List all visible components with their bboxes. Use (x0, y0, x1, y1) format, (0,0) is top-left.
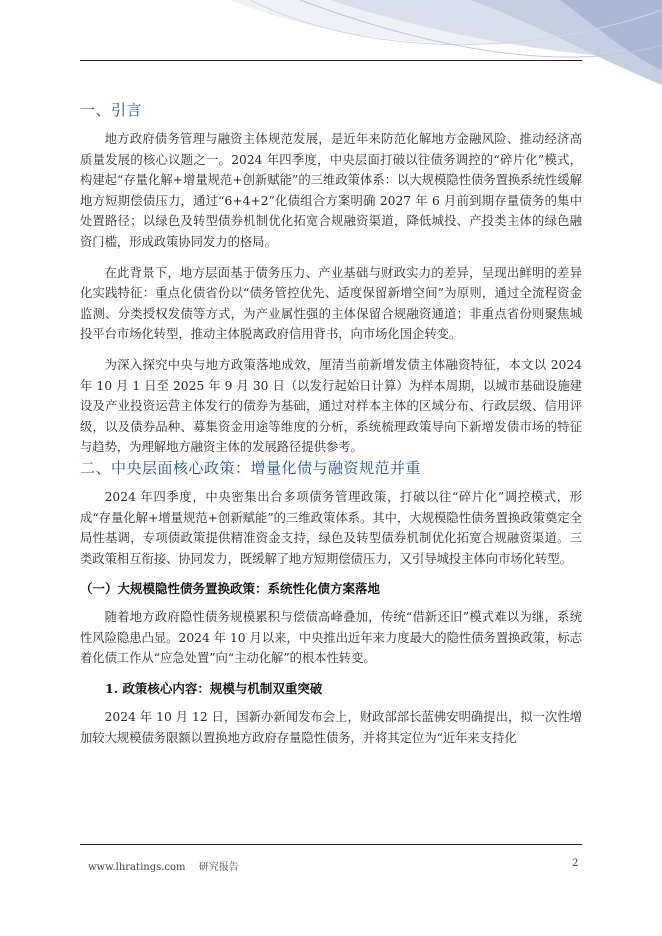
page-number: 2 (572, 858, 579, 869)
intro-paragraph-3: 为深入探究中央与地方政策落地成效，厘清当前新增发债主体融资特征，本文以 2024 年 10 月 1 日至 2025 年 9 月 30 日（以发行起始日计算）为样本周期，以城市基础设施建设及产业投资运营主体发行的债券为基础，通过对样本主体的区域分布、行政层级、信用评级，以及债券品种、募集资金用途等维度的分析，系统梳理政策导向下新增发债市场的特征与趋势，为理解地方融资主体的发展路径提供参考。 (80, 357, 582, 455)
section-title-intro: 一、引言 (80, 101, 143, 119)
footer-website-link[interactable]: www.lhratings.com (88, 862, 186, 873)
central-policy-paragraph: 2024 年四季度，中央密集出台多项债务管理政策，打破以往“碎片化”调控模式，形成“存量化解+增量规范+创新赋能”的三维政策体系。其中，大规模隐性债务置换政策奠定全局性基调，专项债政策提供精准资金支持，绿色及转型债券机制优化拓宽合规融资渠道。三类政策相互衔接、协同发力，既缓解了地方短期偿债压力，又引导城投主体向市场化转型。 (80, 489, 582, 566)
subsubsection-title-policy-core: 1. 政策核心内容：规模与机制双重突破 (105, 681, 323, 697)
intro-paragraph-1: 地方政府债务管理与融资主体规范发展，是近年来防范化解地方金融风险、推动经济高质量发展的核心议题之一。2024 年四季度，中央层面打破以往债务调控的“碎片化”模式，构建起“存量化解+增量规范+创新赋能”的三维政策体系：以大规模隐性债务置换系统性缓解地方短期偿债压力，通过“6+4+2”化债组合方案明确 2027 年 6 月前到期存量债务的集中处置路径；以绿色及转型债券机制优化拓宽合规融资渠道，降低城投、产投类主体的绿色融资门槛，形成政策协同发力的格局。 (80, 132, 582, 249)
header-wave-decoration (0, 0, 662, 90)
debt-swap-paragraph: 随着地方政府隐性债务规模累积与偿债高峰叠加，传统“借新还旧”模式难以为继，系统性风险隐患凸显。2024 年 10 月以来，中央推出近年来力度最大的隐性债务置换政策，标志着化债工作从“应急处置”向“主动化解”的根本性转变。 (80, 610, 582, 666)
subsection-title-debt-swap: （一）大规模隐性债务置换政策：系统性化债方案落地 (80, 581, 381, 597)
footer-left (88, 858, 249, 873)
footer-report-type: 研究报告 (198, 862, 239, 873)
footer-rule (80, 844, 582, 845)
policy-core-paragraph: 2024 年 10 月 12 日，国新办新闻发布会上，财政部部长蓝佛安明确提出，拟一次性增加较大规模债务限额以置换地方政府存量隐性债务，并将其定位为“近年来支持化 (80, 710, 582, 745)
header-rule (80, 60, 582, 61)
intro-paragraph-2: 在此背景下，地方层面基于债务压力、产业基础与财政实力的差异，呈现出鲜明的差异化实践特征：重点化债省份以“债务管控优先、适度保留新增空间”为原则，通过全流程资金监测、分类授权发债等方式，为产业属性强的主体保留合规融资通道；非重点省份则聚焦城投平台市场化转型，推动主体脱离政府信用背书，向市场化国企转变。 (80, 265, 582, 342)
document-body (80, 100, 582, 748)
section-title-central-policy: 二、中央层面核心政策：增量化债与融资规范并重 (80, 458, 422, 477)
